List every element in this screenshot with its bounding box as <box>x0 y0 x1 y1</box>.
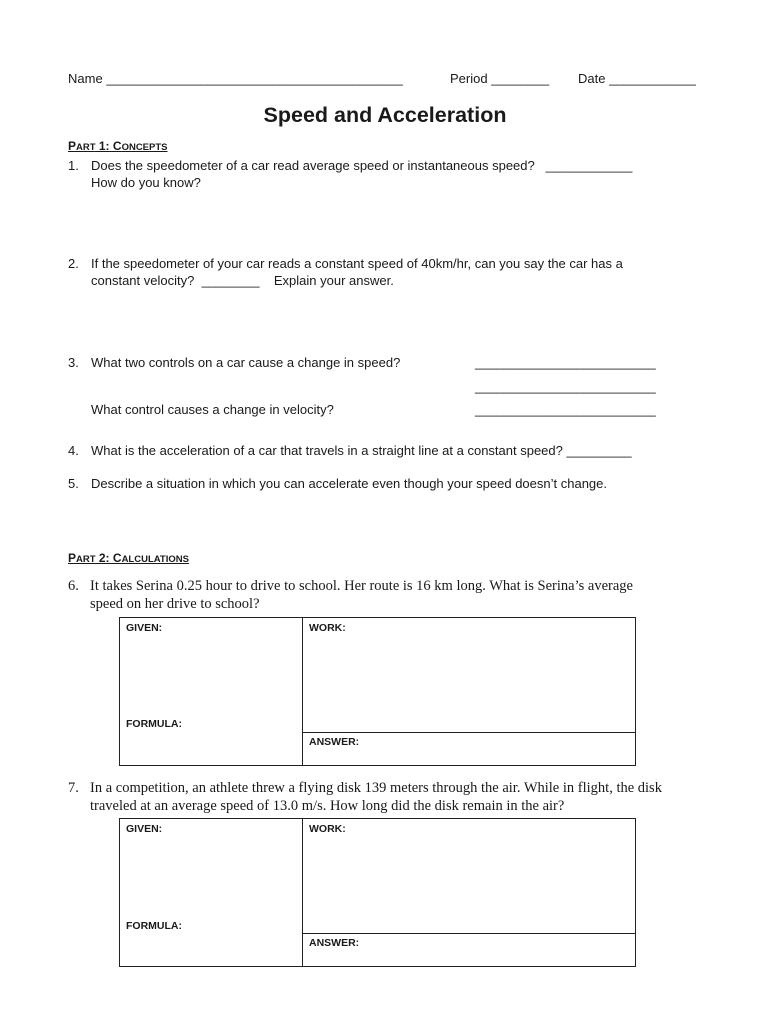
part2-heading-first: P <box>68 551 77 565</box>
q7-line2: traveled at an average speed of 13.0 m/s. How long did the disk remain in the air? <box>90 798 565 814</box>
q7-answer-area[interactable]: ANSWER: <box>309 937 360 949</box>
q6-formula-area[interactable]: FORMULA: <box>126 718 182 730</box>
q7-number: 7. <box>68 780 79 796</box>
period-field[interactable] <box>450 71 549 86</box>
q4-blank[interactable]: _________ <box>566 443 632 458</box>
q7-box-horizontal-divider <box>302 933 635 934</box>
q1-text: Does the speedometer of a car read average speed or instantaneous speed? <box>91 158 535 173</box>
period-blank[interactable]: ________ <box>491 71 550 86</box>
q2-number: 2. <box>68 256 79 271</box>
q5-text: Describe a situation in which you can accelerate even though your speed doesn’t change. <box>91 476 607 491</box>
q6-number: 6. <box>68 578 79 594</box>
name-field[interactable] <box>68 71 403 86</box>
name-blank[interactable]: _________________________________________ <box>106 71 403 86</box>
q4-text: What is the acceleration of a car that travels in a straight line at a constant speed? <box>91 443 563 458</box>
q1-line1 <box>91 158 632 173</box>
q3-blank-1[interactable]: _________________________ <box>475 355 656 370</box>
q3-blank-3[interactable]: _________________________ <box>475 402 656 417</box>
part2-heading-small2: ALCULATIONS <box>121 554 189 565</box>
name-label: Name <box>68 71 103 86</box>
q6-box-horizontal-divider <box>302 732 635 733</box>
q7-answer-box <box>119 818 636 967</box>
part2-heading <box>68 551 189 565</box>
q7-formula-area[interactable]: FORMULA: <box>126 920 182 932</box>
q5-number: 5. <box>68 476 79 491</box>
q4-number: 4. <box>68 443 79 458</box>
q2-line1: If the speedometer of your car reads a constant speed of 40km/hr, can you say the car has a <box>91 256 623 271</box>
q2-text-b: Explain your answer. <box>273 273 394 288</box>
part1-heading-mid: 1: C <box>95 139 122 153</box>
date-label: Date <box>578 71 606 86</box>
part2-heading-small1: ART <box>76 554 96 565</box>
q6-answer-box <box>119 617 636 766</box>
part2-heading-mid: 2: C <box>95 551 122 565</box>
q3-line2: What control causes a change in velocity? <box>91 402 334 417</box>
q1-blank[interactable]: ____________ <box>545 158 633 173</box>
q1-line2: How do you know? <box>91 175 201 190</box>
q2-blank[interactable]: ________ <box>201 273 260 288</box>
q3-line1: What two controls on a car cause a change in speed? <box>91 355 401 370</box>
q6-box-vertical-divider <box>302 618 303 765</box>
page-title: Speed and Acceleration <box>263 103 507 127</box>
q6-given-area[interactable]: GIVEN: <box>126 622 163 634</box>
part1-heading-small2: ONCEPTS <box>121 142 168 153</box>
q6-answer-area[interactable]: ANSWER: <box>309 736 360 748</box>
date-blank[interactable]: ____________ <box>609 71 696 86</box>
q3-blank-2[interactable]: _________________________ <box>475 379 656 394</box>
q1-number: 1. <box>68 158 79 173</box>
part1-heading <box>68 139 168 153</box>
q7-box-vertical-divider <box>302 819 303 966</box>
part1-heading-first: P <box>68 139 77 153</box>
q4-line <box>91 443 632 458</box>
q6-line2: speed on her drive to school? <box>90 596 260 612</box>
q7-given-area[interactable]: GIVEN: <box>126 823 163 835</box>
period-label: Period <box>450 71 488 86</box>
q2-line2 <box>91 273 394 288</box>
q7-work-area[interactable]: WORK: <box>309 823 346 835</box>
part1-heading-small1: ART <box>76 142 96 153</box>
q6-line1: It takes Serina 0.25 hour to drive to school. Her route is 16 km long. What is Serina’s average <box>90 578 633 594</box>
date-field[interactable] <box>578 71 696 86</box>
q3-number: 3. <box>68 355 79 370</box>
q6-work-area[interactable]: WORK: <box>309 622 346 634</box>
q7-line1: In a competition, an athlete threw a flying disk 139 meters through the air. While in flight, the disk <box>90 780 662 796</box>
q2-text-a: constant velocity? <box>91 273 195 288</box>
